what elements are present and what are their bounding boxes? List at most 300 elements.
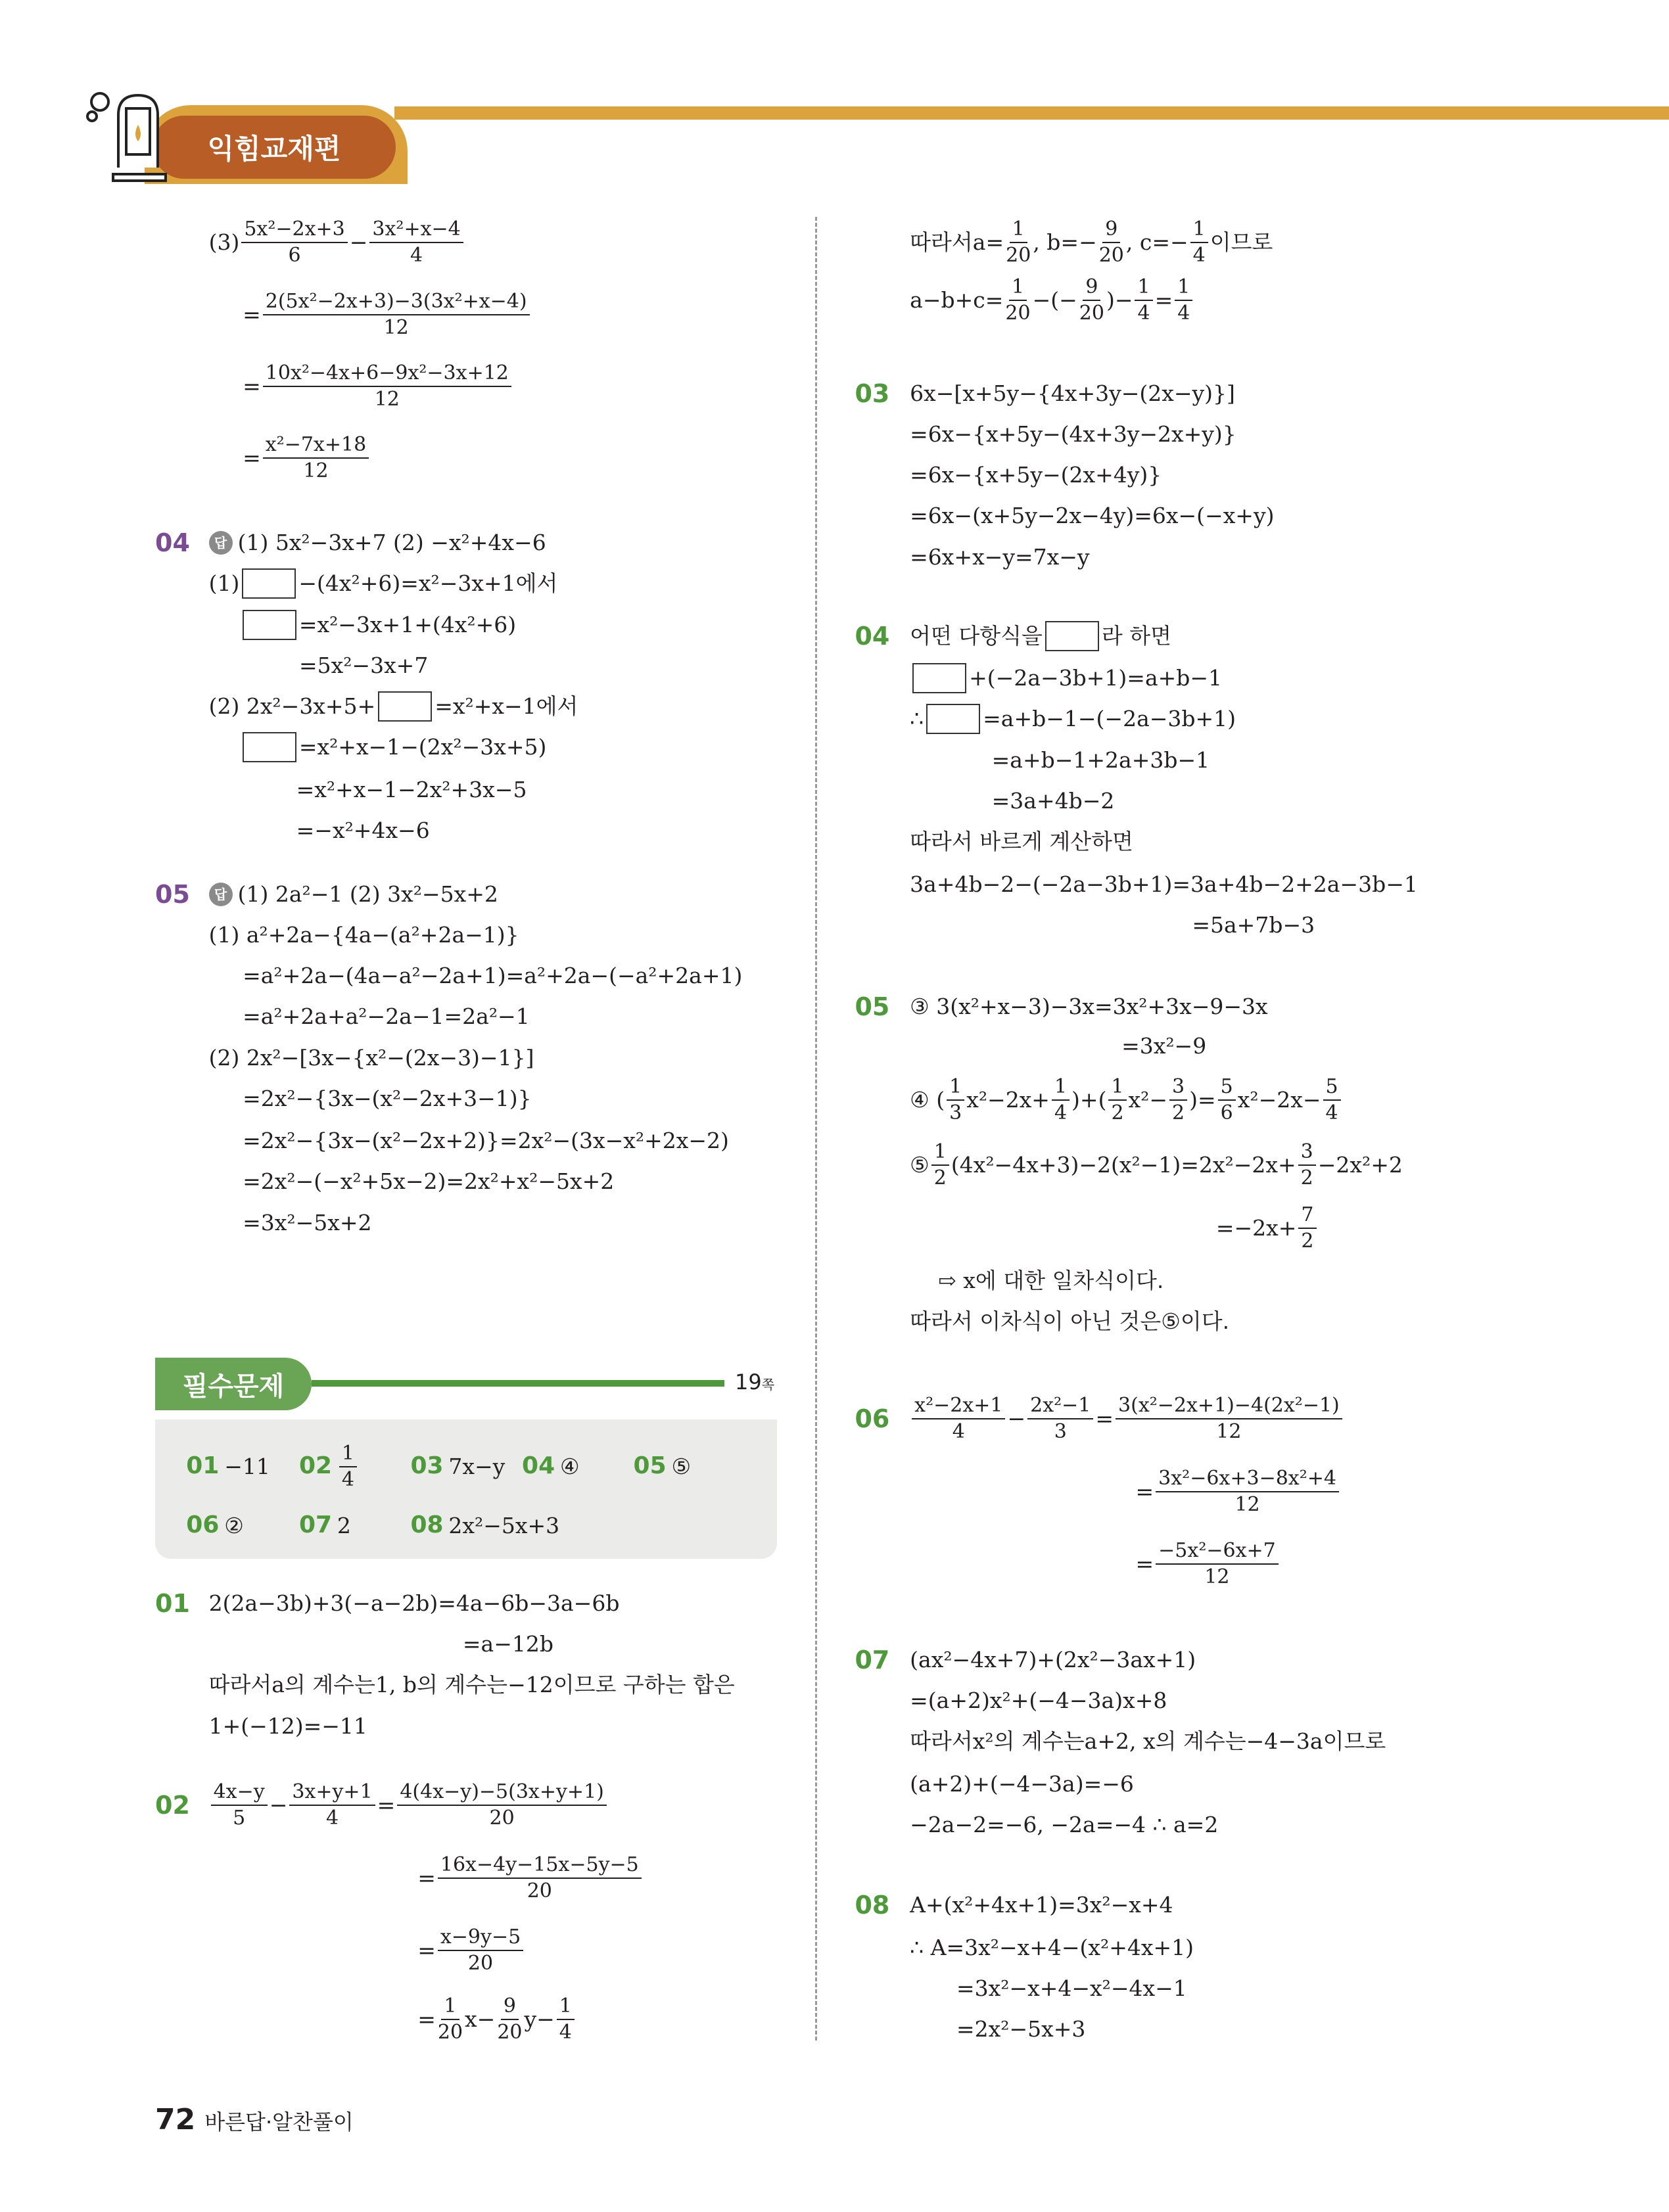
solution-line [243,1002,530,1031]
korean-text: 이므로 [1210,229,1273,256]
math-text: = [1154,287,1173,313]
answer-number: 02 [298,1452,333,1479]
fraction [263,361,511,412]
math-text: =a+b−1−(−2a−3b+1) [983,706,1236,732]
solution-line [243,361,513,411]
denominator: 20 [1005,302,1031,325]
solution-line [938,1266,1164,1295]
section-page-ref [735,1370,774,1394]
fraction [1323,1074,1341,1126]
answer-value [224,1511,244,1540]
korean-text: 에 대한 일차식이다. [975,1267,1164,1293]
korean-text: 따라서 [910,1728,973,1755]
denominator: 2 [933,1166,947,1189]
solution-line [299,651,428,680]
solution-line [1192,911,1315,940]
math-text: − [269,1791,288,1818]
answer-text: −11 [224,1454,270,1480]
solution-line [910,1933,1194,1962]
numerator: 1 [1190,217,1208,243]
math-text: −(4x²+6)=x²−3x+1 [298,570,516,597]
numerator: x²−7x+18 [263,432,369,459]
korean-text: 에서 [515,570,558,597]
numerator: 5 [1218,1074,1236,1101]
math-text: =−x²+4x−6 [296,817,430,843]
numerator: x−9y−5 [438,1925,523,1951]
math-text: = [417,2006,436,2033]
solution-line [209,1589,620,1618]
math-text: x²−2x+ [966,1086,1050,1113]
blank-box [378,691,432,722]
solution-line [910,827,1133,856]
numerator: 4x−y [211,1780,268,1806]
solution-line [209,1712,367,1741]
solution-line [209,880,498,909]
korean-text: 이므로 [1323,1728,1386,1755]
solution-line [243,1084,532,1113]
solution-line [910,1307,1229,1336]
math-text: =(a+2)x²+(−4−3a)x+8 [910,1688,1167,1714]
math-text: x− [465,2006,496,2033]
denominator: 4 [325,1806,339,1830]
math-text: (4x²−4x+3)−2(x²−1)=2x²−2x+ [951,1151,1296,1178]
math-text: (ax²−4x+7)+(2x²−3ax+1) [910,1646,1196,1672]
solution-line [910,275,1194,325]
solution-line [910,543,1089,572]
math-text: a= [972,229,1004,256]
numerator: 1 [1175,275,1192,301]
solution-line [910,1727,1386,1756]
fraction [1175,275,1192,326]
solution-line [956,1974,1187,2003]
numerator: 7 [1298,1203,1316,1229]
math-text: = [1135,1550,1154,1577]
math-text: ⑤ [1161,1308,1181,1334]
denominator: 4 [559,2021,572,2044]
numerator: 1 [441,1994,459,2020]
fraction [1006,217,1031,268]
section-page-unit: 쪽 [761,1377,775,1393]
fraction [289,1780,375,1831]
answer-number: 03 [410,1452,444,1479]
solution-line [243,1126,729,1155]
numerator: 3x+y+1 [289,1780,375,1806]
section-page: 19 [735,1370,762,1394]
blank-box [242,568,296,599]
answer-number: 07 [298,1511,333,1538]
problem-number: 04 [855,621,890,651]
math-text: =5x²−3x+7 [298,652,429,678]
math-text: =a²+2a+a²−2a−1=2a²−1 [243,1003,530,1030]
solution-line [209,692,578,721]
denominator: 4 [1192,244,1206,267]
answer-text: 2 [337,1513,351,1539]
denominator: 20 [437,2021,463,2044]
solution-line [243,289,532,339]
math-text: x²−2x− [1237,1086,1321,1113]
fraction [1298,1140,1316,1191]
math-text: ∴ [910,706,924,732]
answer-badge-icon: 답 [209,531,233,555]
math-text: (1) [208,570,240,597]
math-text: 1+(−12)=−11 [208,1713,367,1739]
problem-number: 05 [155,879,190,909]
fraction [211,1780,268,1831]
numerator: 3 [1298,1140,1316,1166]
numerator: x²−2x+1 [912,1393,1005,1419]
blank-box [243,610,296,640]
answer-text: 7x−y [448,1454,505,1480]
numerator: 1 [931,1140,949,1166]
math-text: (2) 2x²−3x+5+ [208,693,376,720]
math-text: =2x²−{3x−(x²−2x+2)}=2x²−(3x−x²+2x−2) [243,1128,729,1154]
math-text: )− [1106,287,1133,313]
fraction [1079,275,1104,326]
solution-line [910,1074,1342,1124]
numerator: 3(x²−2x+1)−4(2x²−1) [1116,1393,1342,1419]
fraction [438,1925,523,1976]
solution-line [240,611,516,639]
answer-number: 01 [186,1452,220,1479]
solution-line [209,1044,534,1072]
header-bar [394,106,1669,120]
korean-text: 따라서 [208,1672,272,1698]
numerator: 5 [1323,1074,1341,1101]
fraction [557,1994,575,2045]
math-text: = [417,1865,436,1891]
solution-line [910,1140,1403,1189]
solution-line [1135,1538,1281,1588]
fraction [263,432,369,484]
solution-line [910,379,1235,408]
math-text: (1) 2a²−1 (2) 3x²−5x+2 [237,881,498,907]
math-text: =6x−{x+5y−(2x+4y)} [910,462,1162,488]
book-title: 바른답·알찬풀이 [204,2109,354,2134]
solution-line [910,870,1418,899]
solution-line [910,664,1222,693]
answer-number: 06 [186,1511,220,1538]
fraction [1099,217,1124,268]
lantern-icon [85,89,171,187]
fraction [263,289,530,340]
solution-line [992,746,1210,775]
denominator: 20 [527,1879,552,1903]
solution-line [910,992,1267,1021]
numerator: 10x²−4x+6−9x²−3x+12 [263,361,511,387]
math-text: =3x²−5x+2 [243,1209,372,1235]
math-text: − [1007,1405,1026,1431]
denominator: 4 [1054,1101,1068,1124]
math-text: =5a+7b−3 [1192,911,1315,938]
numerator: 1 [1009,275,1027,301]
solution-line [1215,1203,1319,1253]
denominator: 20 [1098,244,1124,267]
solution-line [296,775,527,804]
korean-text: 따라서 이차식이 아닌 것은 [910,1308,1162,1334]
math-text: ③ 3(x²+x−3)−3x=3x²+3x−9−3x [910,994,1268,1020]
math-text: −2x²+2 [1317,1151,1403,1178]
math-text: =2x²−(−x²+5x−2)=2x²+x²−5x+2 [243,1168,615,1195]
numerator: 1 [557,1994,575,2020]
numerator: 5x²−2x+3 [241,217,347,243]
solution-line [243,961,742,990]
denominator: 4 [1177,302,1190,325]
fraction [241,217,347,268]
korean-text: 의 계수는 [284,1672,375,1698]
math-text: −2a−2=−6, −2a=−4 ∴ a=2 [910,1811,1219,1837]
fraction [1156,1466,1339,1517]
denominator: 12 [383,315,409,339]
math-text: =x²+x−1−(2x²−3x+5) [298,734,547,760]
fraction [1169,1074,1187,1126]
denominator: 20 [1006,244,1031,267]
denominator: 12 [1234,1493,1260,1517]
math-text: ⑤ [910,1151,929,1178]
denominator: 2 [1301,1230,1314,1253]
korean-text: 의 계수는 [993,1728,1085,1755]
denominator: 4 [410,244,423,267]
numerator: 9 [1102,217,1120,243]
math-text: =a−12b [462,1631,553,1657]
korean-text: 에서 [536,693,578,720]
math-text: =a²+2a−(4a−a²−2a+1)=a²+2a−(−a²+2a+1) [243,963,743,989]
solution-line [910,1810,1218,1839]
math-text: =3a+4b−2 [991,787,1115,814]
math-text: +(−2a−3b+1)=a+b−1 [969,665,1223,691]
solution-line [209,1671,735,1699]
fraction [1116,1393,1342,1444]
math-text: = [243,373,261,399]
numerator: 2x²−1 [1027,1393,1093,1419]
denominator: 4 [1137,302,1150,325]
answer-value [448,1452,505,1481]
denominator: 20 [1079,302,1104,325]
math-text: (1) a²+2a−{4a−(a²+2a−1)} [208,921,519,948]
fraction [1135,275,1152,326]
math-text: a [271,1672,285,1698]
numerator: 9 [501,1994,519,2020]
problem-number: 01 [155,1589,190,1618]
math-text: x²− [1128,1086,1168,1113]
denominator: 6 [1220,1101,1233,1124]
fraction [1108,1074,1126,1126]
denominator: 20 [467,1951,494,1975]
header-tab: 익힘교재편 [153,116,396,179]
fraction [497,1994,522,2045]
answer-text: ⑤ [671,1454,692,1480]
solution-line [243,1167,614,1196]
math-text: =a+b−1+2a+3b−1 [991,747,1210,773]
solution-line [910,1646,1196,1674]
korean-text: 따라서 바르게 계산하면 [910,829,1133,855]
answer-text: 2x²−5x+3 [448,1513,560,1539]
fraction [1156,1538,1279,1590]
fraction [947,1074,964,1126]
fraction [339,1441,357,1492]
denominator: 4 [952,1419,965,1443]
math-text: (2) 2x²−[3x−{x²−(2x−3)−1}] [208,1044,534,1071]
denominator: 12 [303,459,329,483]
solution-line [910,622,1171,651]
solution-line [417,1925,525,1975]
solution-line [463,1630,553,1659]
answer-value [337,1511,351,1540]
problem-number: 07 [855,1645,890,1674]
math-text: a−b+c= [910,287,1004,313]
denominator: 4 [341,1467,354,1491]
denominator: 12 [1216,1419,1242,1443]
solution-line [1135,1467,1341,1517]
korean-text: 이다. [1180,1308,1230,1334]
numerator: 4(4x−y)−5(3x+y+1) [397,1780,607,1806]
solution-line [910,1770,1134,1799]
denominator: 4 [1325,1101,1338,1124]
solution-line [910,420,1236,449]
math-text: , b=− [1033,229,1097,256]
solution-line [417,1994,576,2044]
solution-line [910,1686,1167,1715]
numerator: 2(5x²−2x+3)−3(3x²+x−4) [263,289,530,315]
numerator: 9 [1083,275,1100,301]
numerator: 1 [1010,217,1027,243]
math-text: ④ ( [910,1086,945,1113]
problem-number: 02 [155,1790,190,1820]
fraction [1218,1074,1236,1126]
numerator: 3x²+x−4 [369,217,463,243]
denominator: 6 [288,244,301,267]
math-text: = [243,301,261,327]
solution-line [209,569,558,598]
math-text: = [1095,1405,1114,1431]
solution-line [910,501,1274,530]
denominator: 3 [949,1101,962,1124]
math-text: A+(x²+4x+1)=3x²−x+4 [910,1892,1173,1918]
solution-line [209,528,546,557]
math-text: −4−3a [1246,1728,1323,1755]
fraction [912,1393,1005,1444]
math-text: = [417,1937,436,1963]
math-text: − [349,229,368,256]
solution-line [240,733,547,762]
solution-line [910,218,1273,267]
answer-value [560,1452,580,1481]
denominator: 12 [374,388,400,411]
korean-text: 따라서 [910,229,973,256]
fraction [1190,217,1208,268]
math-text: =6x−{x+5y−(4x+3y−2x+y)} [910,421,1236,447]
answer-number: 04 [522,1452,555,1479]
denominator: 2 [1172,1101,1185,1124]
problem-number: 08 [855,1891,890,1920]
fraction [397,1780,607,1831]
section-rule [312,1380,724,1387]
fraction [1298,1203,1316,1254]
problem-number: 04 [155,528,190,558]
solution-line [956,2015,1085,2044]
problem-number: 05 [855,992,890,1022]
fraction [1005,275,1030,326]
math-text: 2(2a−3b)+3(−a−2b)=4a−6b−3a−6b [208,1590,620,1616]
math-text: =2x²−{3x−(x²−2x+3−1)} [243,1085,532,1111]
answer-number: 08 [410,1511,444,1538]
solution-line [417,1853,644,1903]
fraction [1052,1074,1070,1126]
blank-box [243,732,296,762]
math-text: , c=− [1125,229,1188,256]
math-text: =6x+x−y=7x−y [910,543,1090,570]
numerator: −5x²−6x+7 [1156,1538,1279,1565]
numerator: 1 [1108,1074,1126,1101]
math-text: (1) 5x²−3x+7 (2) −x²+4x−6 [237,530,546,556]
math-text: (a+2)+(−4−3a)=−6 [910,1770,1134,1797]
math-text: =x²+x−1 [435,693,536,720]
denominator: 2 [1300,1166,1313,1189]
answer-value [448,1511,559,1540]
problem-number: 06 [855,1404,890,1433]
math-text: y− [524,2006,555,2033]
denominator: 20 [497,2021,523,2044]
math-text: )= [1189,1086,1216,1113]
fraction [438,1994,463,2045]
math-text: 6x−[x+5y−{4x+3y−(2x−y)}] [910,380,1235,406]
numerator: 1 [1052,1074,1070,1101]
math-text: =x²−3x+1+(4x²+6) [298,611,517,637]
blank-box [926,704,980,734]
blank-box [1045,621,1099,651]
solution-line [910,1393,1344,1443]
fraction [438,1853,642,1904]
math-text: =−2x+ [1215,1215,1297,1241]
math-text: ∴ A=3x²−x+4−(x²+4x+1) [910,1934,1194,1960]
answer-badge-icon: 답 [209,883,233,906]
answer-number: 05 [633,1452,667,1479]
solution-line [209,921,519,950]
solution-line [243,1209,371,1237]
math-text: 3a+4b−2−(−2a−3b+1)=3a+4b−2+2a−3b−1 [910,871,1418,897]
answer-value [337,1441,359,1491]
solution-line [296,816,430,845]
numerator: 3x²−6x+3−8x²+4 [1156,1466,1339,1492]
math-text: =6x−(x+5y−2x−4y)=6x−(−x+y) [910,503,1275,529]
denominator: 12 [1204,1565,1230,1588]
problem-number: 03 [855,379,890,408]
fraction [931,1140,949,1191]
solution-line [208,218,465,267]
answer-text: ② [224,1513,244,1539]
denominator: 5 [233,1806,246,1830]
answer-value [224,1452,270,1481]
answer-text: ④ [559,1454,580,1480]
math-text: =x²+x−1−2x²+3x−5 [296,776,527,802]
solution-line [992,787,1115,816]
korean-text: 의 계수는 [1155,1728,1246,1755]
fraction [369,217,463,268]
answer-value [671,1452,691,1481]
denominator: 2 [1111,1101,1124,1124]
korean-text: 의 계수는 [417,1672,508,1698]
korean-text: 라 하면 [1101,622,1172,649]
column-divider [815,217,817,2040]
math-text: x² [972,1728,994,1755]
fraction [1027,1393,1093,1444]
solution-line [209,1780,609,1830]
solution-line [910,704,1236,733]
math-text: = [1135,1479,1154,1505]
denominator: 20 [489,1806,515,1830]
blank-box [912,663,966,693]
solution-line [910,1891,1173,1920]
footer [155,2103,354,2136]
